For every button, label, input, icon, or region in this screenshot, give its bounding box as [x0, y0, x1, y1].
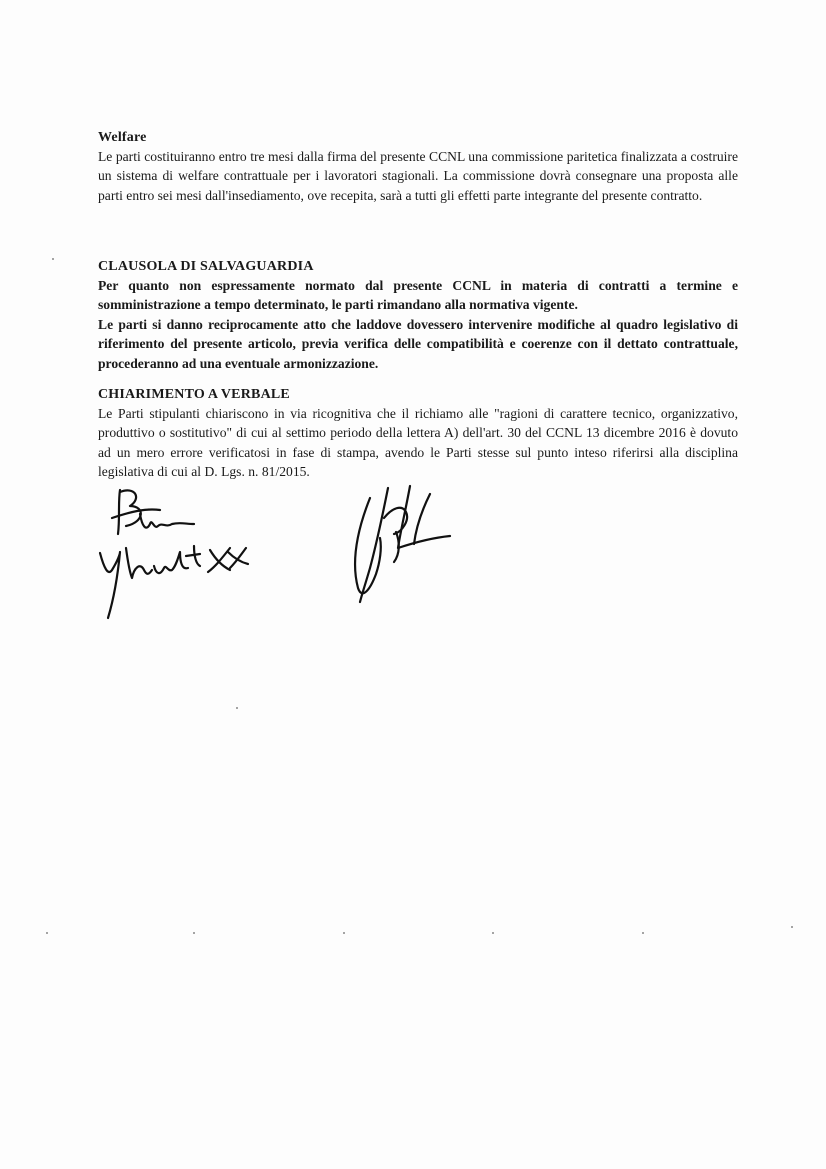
welfare-section	[98, 128, 738, 205]
signature-left-bottom-icon	[100, 546, 248, 618]
scan-speck	[236, 707, 238, 709]
verbale-title: CHIARIMENTO A VERBALE	[98, 387, 290, 402]
verbale-section	[98, 385, 738, 482]
scan-speck	[492, 932, 494, 934]
salvaguardia-paragraph-1: Per quanto non espressamente normato dal presente CCNL in materia di contratti a termine e somministrazione a tempo determinato, le parti rimandano alla normativa vigente.	[98, 278, 738, 313]
scan-speck	[343, 932, 345, 934]
signature-right-icon	[340, 478, 470, 608]
welfare-paragraph: Le parti costituiranno entro tre mesi dalla firma del presente CCNL una commissione paritetica finalizzata a costruire un sistema di welfare contrattuale per i lavoratori stagionali. La commissione dovrà consegnare una proposta alle parti entro sei mesi dall'insediamento, ove recepita, sarà a tutti gli effetti parte integrante del presente contratto.	[98, 149, 738, 203]
signature-left-icon	[90, 478, 270, 628]
salvaguardia-section	[98, 257, 738, 373]
scan-speck	[791, 926, 793, 928]
scan-speck	[193, 932, 195, 934]
signature-left-top-icon	[112, 490, 194, 534]
scan-speck	[46, 932, 48, 934]
salvaguardia-paragraph-2: Le parti si danno reciprocamente atto che laddove dovessero intervenire modifiche al quadro legislativo di riferimento del presente articolo, previa verifica delle compatibilità e coerenze con il dettato contrattuale, procederanno ad una eventuale armonizzazione.	[98, 316, 738, 371]
welfare-title: Welfare	[98, 130, 147, 145]
salvaguardia-title: CLAUSOLA DI SALVAGUARDIA	[98, 259, 314, 274]
verbale-paragraph: Le Parti stipulanti chiariscono in via ricognitiva che il richiamo alle "ragioni di carattere tecnico, organizzativo, produttivo o sostitutivo" di cui al settimo periodo della lettera A) dell'art. 30 del CCNL 13 dicembre 2016 è dovuto ad un mero errore verificatosi in fase di stampa, avendo le Parti stesse sul punto inteso riferirsi alla disciplina legislativa di cui al D. Lgs. n. 81/2015.	[98, 406, 738, 480]
scan-speck	[642, 932, 644, 934]
scan-speck	[52, 258, 54, 260]
